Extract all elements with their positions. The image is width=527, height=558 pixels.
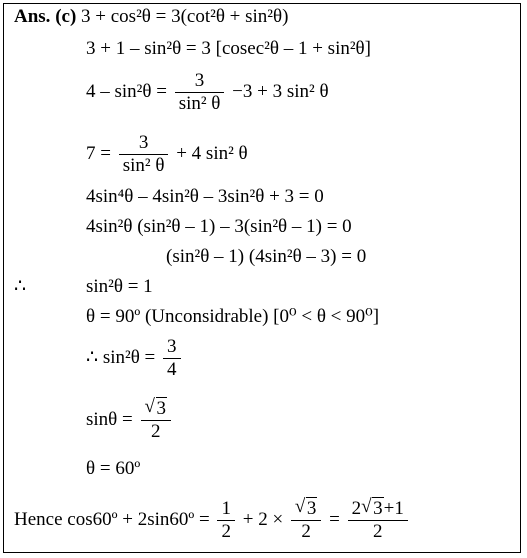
- line-3-lhs: 4 – sin²θ =: [86, 80, 167, 102]
- therefore-symbol: ∴: [14, 276, 27, 297]
- line-4-lhs: 7 =: [86, 142, 111, 164]
- fraction-root3-over-2: [141, 398, 172, 443]
- numerator: [141, 398, 172, 420]
- numerator: [291, 498, 322, 520]
- square-root: √ 3: [294, 496, 317, 519]
- line-13-mid: + 2 ×: [242, 508, 284, 530]
- line-11: [86, 398, 174, 443]
- numerator: 3: [167, 336, 177, 357]
- line-12: θ = 60º: [86, 458, 141, 479]
- answer-option: (c): [55, 6, 77, 27]
- line-7: (sin²θ – 1) (4sin²θ – 3) = 0: [166, 246, 367, 267]
- line-2: 3 + 1 – sin²θ = 3 [cosec²θ – 1 + sin²θ]: [86, 38, 371, 59]
- line-10-lhs: ∴ sin²θ =: [86, 346, 156, 368]
- line-8: sin²θ = 1: [86, 276, 153, 297]
- denominator: 2: [348, 520, 408, 543]
- answer-label: Ans.: [14, 6, 51, 27]
- fraction-1-over-2: [217, 498, 235, 543]
- line-3-tail: −3 + 3 sin² θ: [232, 80, 329, 102]
- fraction-3-over-sin2: [175, 70, 225, 115]
- line-3: [86, 70, 329, 115]
- numerator: 2 √ 3+1: [351, 496, 404, 519]
- line-13-lhs: Hence cos60º + 2sin60º =: [14, 508, 210, 530]
- numerator: 3: [194, 70, 205, 91]
- line-10: [86, 336, 184, 381]
- denominator: sin² θ: [175, 92, 225, 115]
- fraction-final: [348, 498, 408, 543]
- fraction-3-over-sin2-b: [119, 132, 169, 177]
- line-4: [86, 132, 248, 177]
- denominator: 4: [163, 358, 181, 381]
- denominator: 2: [217, 520, 235, 543]
- equals-sign: =: [329, 508, 340, 530]
- line-5: 4sin⁴θ – 4sin²θ – 3sin²θ + 3 = 0: [86, 186, 324, 207]
- equation-1: 3 + cos²θ = 3(cot²θ + sin²θ): [81, 6, 289, 27]
- numerator: 1: [221, 498, 231, 519]
- square-root: √ 3: [144, 396, 166, 419]
- fraction-3-over-4: [163, 336, 181, 381]
- line-9: θ = 90º (Unconsidrable) [0⁰ < θ < 90⁰]: [86, 306, 380, 327]
- denominator: 2: [141, 420, 172, 443]
- line-1: [14, 6, 288, 28]
- line-13: [14, 498, 411, 543]
- denominator: 2: [291, 520, 322, 543]
- square-root: √ 3: [361, 496, 383, 519]
- line-11-lhs: sinθ =: [86, 408, 133, 430]
- line-6: 4sin²θ (sin²θ – 1) – 3(sin²θ – 1) = 0: [86, 216, 352, 237]
- numerator: 3: [138, 132, 149, 153]
- fraction-root3-over-2-b: [291, 498, 322, 543]
- line-4-tail: + 4 sin² θ: [176, 142, 248, 164]
- denominator: sin² θ: [119, 154, 169, 177]
